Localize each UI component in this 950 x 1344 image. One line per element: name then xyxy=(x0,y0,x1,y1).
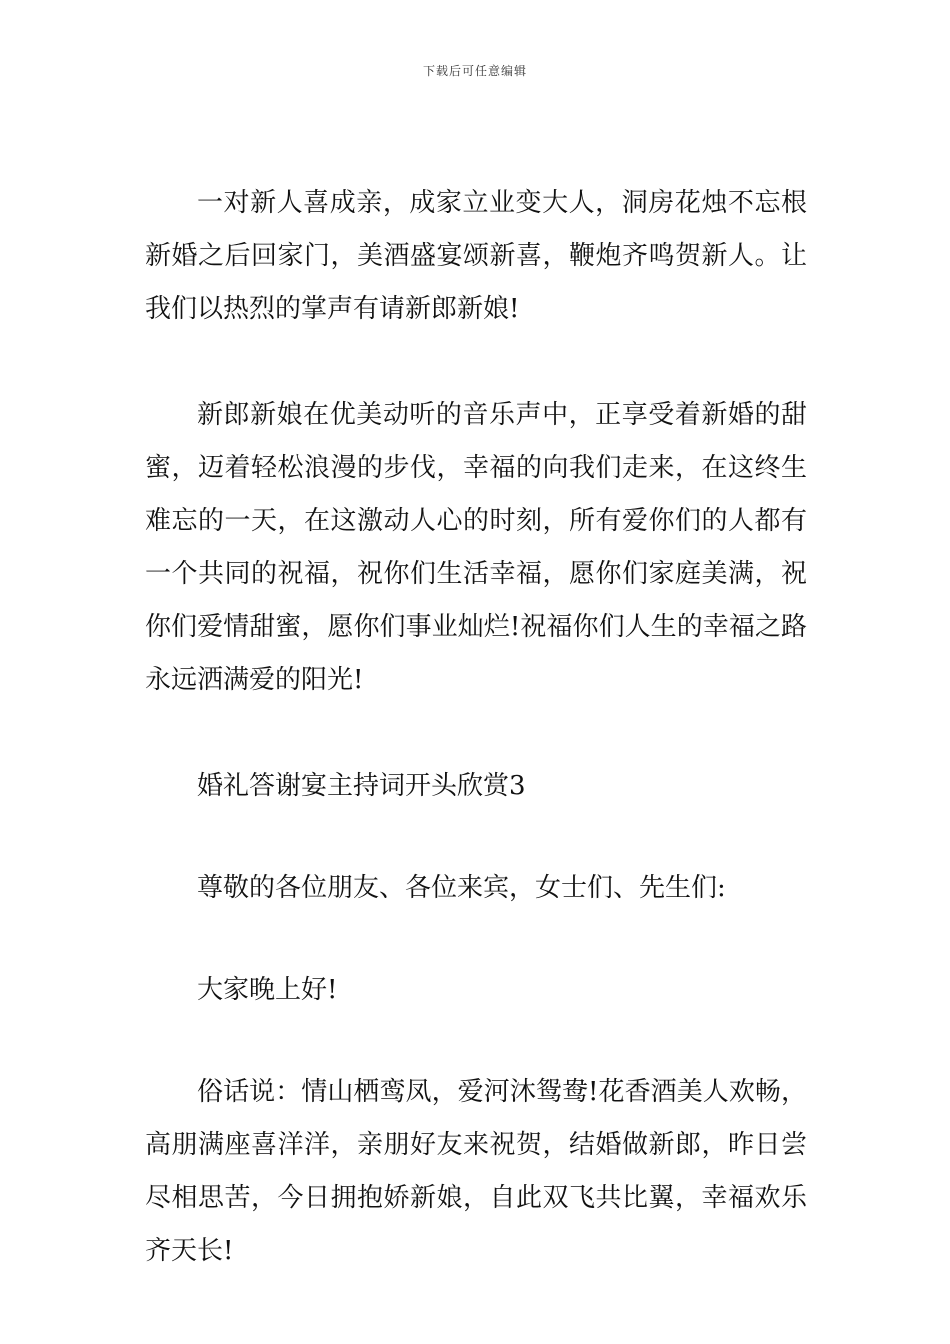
paragraph-greeting-guests: 尊敬的各位朋友、各位来宾，女士们、先生们: xyxy=(197,873,726,903)
paragraph-spacer xyxy=(145,707,807,760)
page-header-note: 下载后可任意编辑 xyxy=(422,64,527,78)
paragraph-spacer xyxy=(145,915,807,964)
paragraph-proverb: 俗话说：情山栖鸾凤，爱河沐鸳鸯!花香酒美人欢畅，高朋满座喜洋洋，亲朋好友来祝贺，结婚做新郎，昨日尝尽相思苦，今日拥抱娇新娘，自此双飞共比翼，幸福欢乐齐天长! xyxy=(145,1077,807,1266)
paragraph-good-evening: 大家晚上好! xyxy=(197,975,338,1005)
paragraph-blessing: 新郎新娘在优美动听的音乐声中，正享受着新婚的甜蜜，迈着轻松浪漫的步伐，幸福的向我们走来，在这终生难忘的一天，在这激动人心的时刻，所有爱你们的人都有一个共同的祝福，祝你们生活幸福，愿你们家庭美满，祝你们爱情甜蜜，愿你们事业灿烂!祝福你们人生的幸福之路永远洒满爱的阳光! xyxy=(145,400,807,695)
paragraph-spacer xyxy=(145,336,807,389)
document-body xyxy=(145,177,807,1278)
paragraph-spacer xyxy=(145,813,807,862)
paragraph-spacer xyxy=(145,1017,807,1066)
section-heading: 婚礼答谢宴主持词开头欣赏3 xyxy=(197,771,526,801)
paragraph-wedding-couple: 一对新人喜成亲，成家立业变大人，洞房花烛不忘根新婚之后回家门，美酒盛宴颂新喜，鞭炮齐鸣贺新人。让我们以热烈的掌声有请新郎新娘! xyxy=(145,188,807,324)
